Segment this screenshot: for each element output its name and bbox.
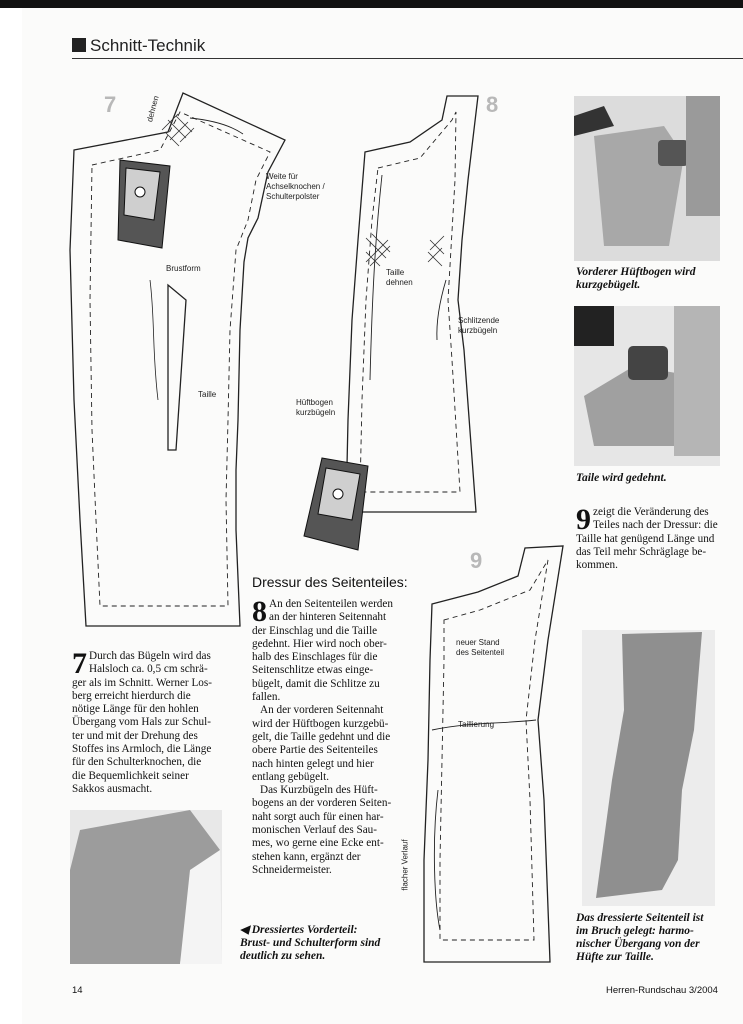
iron-icon-bottom	[304, 458, 368, 550]
arrow-left-icon: ◀	[240, 924, 249, 936]
heading-dressur: Dressur des Seitenteiles:	[252, 574, 408, 590]
photo-dressed-sidepanel	[582, 630, 715, 906]
drop-cap-8: 8	[252, 595, 267, 628]
label-flacher-verlauf: flacher Verlauf	[400, 839, 410, 891]
dressed-panel-outline	[424, 546, 563, 962]
side-panel-outline	[346, 96, 478, 512]
shoulder-arrow	[190, 118, 243, 134]
step-number-8: 8	[486, 92, 499, 117]
page-number: 14	[72, 985, 83, 996]
drop-cap-9: 9	[576, 503, 591, 536]
hatch-shoulder	[162, 114, 194, 146]
label-schlitzende: Schlitzende kurzbügeln	[458, 316, 500, 335]
label-weite: Weite für Achselknochen / Schulterpolster	[266, 172, 325, 201]
caption-photo1: Vorderer Hüftbogen wird kurzgebügelt.	[576, 266, 696, 291]
label-neuer-stand: neuer Stand des Seitenteil	[456, 638, 505, 657]
side-panel-dashed	[360, 112, 460, 492]
caption-photo3: Das dressierte Seitenteil ist im Bruch gelegt: harmo- nischer Übergang von der Hüfte zur Taille.	[576, 912, 704, 963]
label-dehnen: dehnen	[145, 94, 161, 123]
photo-dressed-front	[70, 810, 222, 964]
hatch-taille-right	[428, 236, 444, 266]
label-taillierung: Taillierung	[458, 720, 495, 729]
side-arrow-curve	[437, 280, 446, 340]
front-dart	[168, 285, 186, 450]
side-arrow-up	[370, 175, 382, 380]
dressed-panel-dashed	[440, 560, 548, 940]
text-block-8: 8 An den Seitenteilen werden an der hinteren Seitennaht der Einschlag und die Taille gedehnt. Hier wird noch ober- halb des Einschlages für die Seitenschlitze etwas einge- bügelt, damit die Schlitze zu fallen. An der vorderen Seitennaht wird der Hüftbogen kurzgebü- gelt, die Taille gedehnt und die obere Partie des Seitenteiles nach hinten gelegt und hier entlang gebügelt. Das Kurzbügeln des Hüft- bogens an der vorderen Seiten- naht sorgt auch für einen har- monischen Verlauf des Sau- mes, wo gerne eine Ecke ent- stehen kann, ergänzt der Schneidermeister.	[252, 595, 393, 876]
magazine-issue: Herren-Rundschau 3/2004	[606, 985, 718, 996]
front-panel-dashed	[90, 112, 270, 606]
caption-photo2: Taile wird gedehnt.	[576, 472, 667, 484]
drop-cap-7: 7	[72, 647, 87, 680]
brust-curve	[150, 280, 158, 400]
iron-icon-top	[118, 160, 170, 248]
label-brustform: Brustform	[166, 264, 201, 273]
photo-taille	[574, 306, 720, 466]
flacher-curve	[434, 790, 440, 930]
text-block-9: 9 zeigt die Veränderung des Teiles nach der Dressur: die Taille hat genügend Länge und das Teil mehr Schräglage be- kommen.	[576, 503, 718, 572]
label-hueftbogen: Hüftbogen kurzbügeln	[296, 398, 336, 417]
caption-photo4: ◀ Dressiertes Vorderteil: Brust- und Schulterform sind deutlich zu sehen.	[240, 924, 381, 962]
label-taille: Taille	[198, 390, 217, 399]
step-number-9: 9	[470, 548, 483, 573]
step-number-7: 7	[104, 92, 117, 117]
section-title: Schnitt-Technik	[90, 36, 206, 55]
front-panel-outline	[70, 93, 285, 626]
label-taille-dehnen: Taille dehnen	[386, 268, 413, 287]
photo-hueftbogen	[574, 96, 720, 261]
hatch-taille-left	[366, 234, 390, 266]
text-block-7: 7 Durch das Bügeln wird das Halsloch ca. 0,5 cm schrä- ger als im Schnitt. Werner Los- berg erreicht hierdurch die nötige Länge für den hohlen Übergang vom Hals zur Schul- ter und mit der Drehung des Stoffes ins Armloch, die Länge für den Schulterknochen, die die Bequemlichkeit seiner Sakkos ausmacht.	[72, 647, 212, 795]
